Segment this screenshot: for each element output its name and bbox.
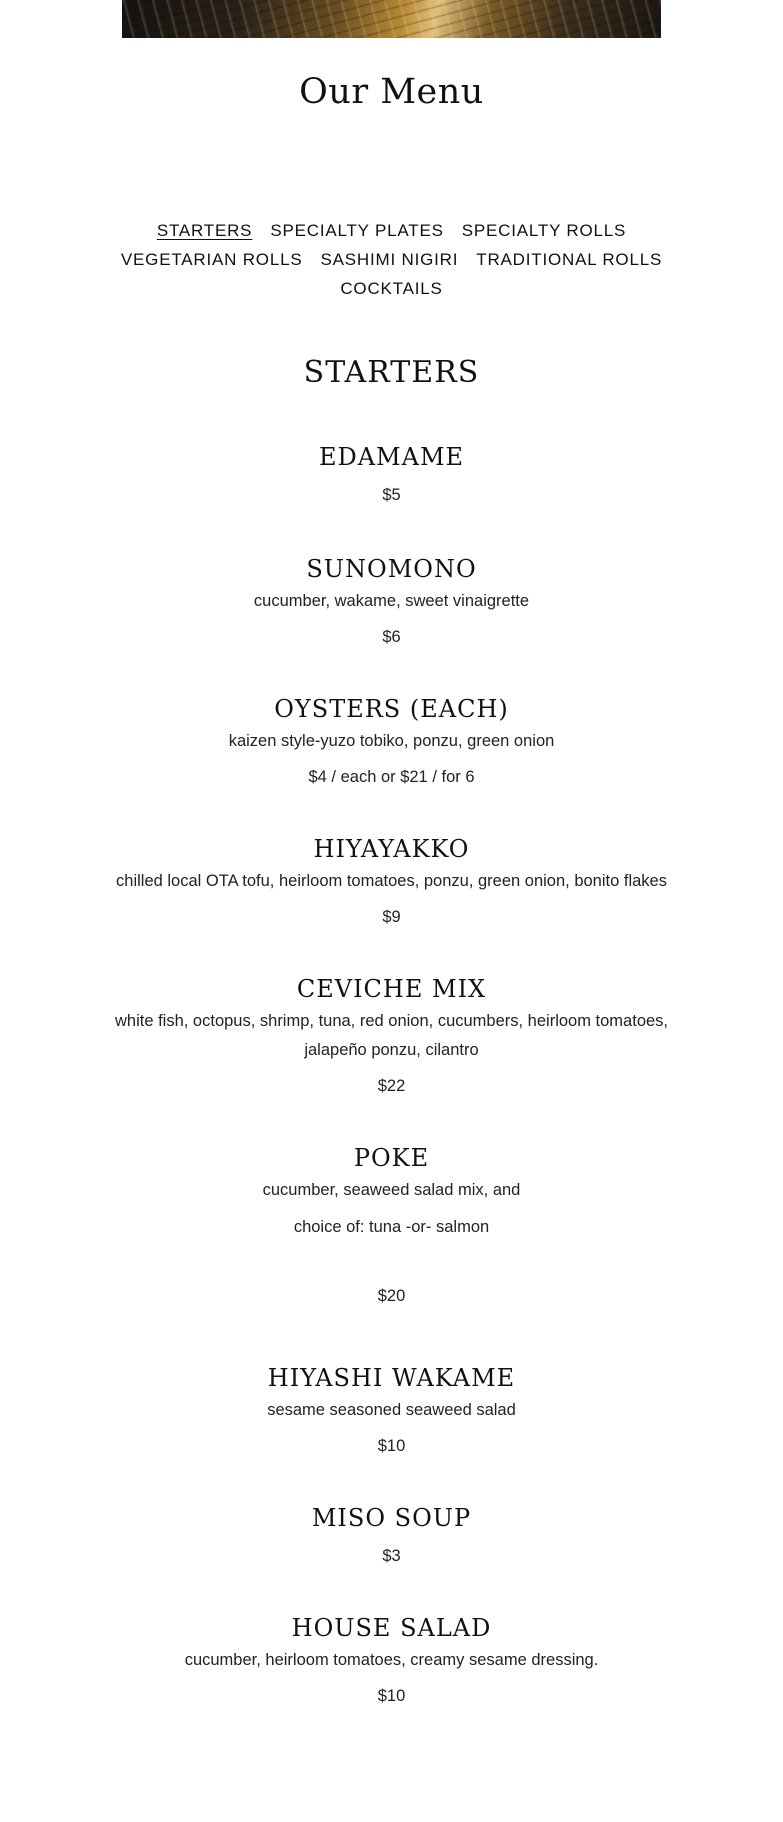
menu-item-name: HIYAYAKKO	[313, 835, 470, 863]
nav-row	[0, 245, 783, 274]
nav-link-starters[interactable]: STARTERS	[156, 221, 253, 240]
menu-item-price: $6	[382, 628, 401, 646]
menu-item-description-line: cucumber, heirloom tomatoes, creamy sesame dressing.	[184, 1651, 599, 1669]
nav-link-sashimi-nigiri[interactable]: SASHIMI NIGIRI	[320, 250, 459, 269]
nav-link-cocktails[interactable]: COCKTAILS	[340, 279, 443, 298]
menu-item-description-line: cucumber, wakame, sweet vinaigrette	[253, 592, 530, 610]
section-title: STARTERS	[303, 355, 480, 390]
menu-item-name: HIYASHI WAKAME	[267, 1364, 516, 1392]
menu-item	[0, 1141, 783, 1311]
hero-image-texture	[122, 0, 661, 38]
nav-link-traditional-rolls[interactable]: TRADITIONAL ROLLS	[476, 250, 663, 269]
menu-item	[0, 832, 783, 932]
menu-item-name: POKE	[353, 1144, 430, 1172]
menu-item-name: CEVICHE MIX	[296, 975, 487, 1003]
nav-link-specialty-rolls[interactable]: SPECIALTY ROLLS	[461, 221, 627, 240]
menu-item-name: EDAMAME	[318, 443, 465, 471]
menu-item-price: $4 / each or $21 / for 6	[308, 768, 475, 786]
menu-item	[0, 440, 783, 510]
menu-item-price: $10	[377, 1687, 406, 1705]
menu-list	[0, 440, 783, 1711]
menu-item-description	[0, 1396, 783, 1425]
menu-item-name: HOUSE SALAD	[291, 1614, 492, 1642]
category-nav	[0, 216, 783, 303]
menu-item-name: OYSTERS (EACH)	[274, 695, 509, 723]
menu-item	[0, 1361, 783, 1461]
menu-item-description-line: chilled local OTA tofu, heirloom tomatoes, ponzu, green onion, bonito flakes	[116, 872, 667, 890]
page-title: Our Menu	[299, 72, 484, 112]
menu-item-price: $20	[377, 1287, 406, 1305]
menu-item-description	[0, 587, 783, 616]
menu-item-price: $5	[382, 486, 401, 504]
menu-item-description	[0, 1646, 783, 1675]
menu-item	[0, 692, 783, 792]
menu-item	[0, 552, 783, 652]
hero-image	[122, 0, 661, 38]
menu-item-description-line: jalapeño ponzu, cilantro	[304, 1041, 479, 1059]
menu-item-name: MISO SOUP	[311, 1504, 472, 1532]
menu-item-description	[0, 867, 783, 896]
menu-item-description	[0, 1007, 783, 1065]
menu-item-description	[0, 727, 783, 756]
menu-item	[0, 1501, 783, 1571]
menu-item-description-line: choice of: tuna -or- salmon	[293, 1218, 490, 1236]
menu-item-description	[0, 1176, 783, 1242]
menu-item-name: SUNOMONO	[306, 555, 477, 583]
nav-link-vegetarian-rolls[interactable]: VEGETARIAN ROLLS	[120, 250, 303, 269]
menu-item-price: $10	[377, 1437, 406, 1455]
menu-item-price: $3	[382, 1547, 401, 1565]
nav-row	[0, 274, 783, 303]
menu-item-description-line: white fish, octopus, shrimp, tuna, red onion, cucumbers, heirloom tomatoes,	[114, 1012, 669, 1030]
menu-item-description-line: kaizen style-yuzo tobiko, ponzu, green onion	[228, 732, 555, 750]
menu-item	[0, 972, 783, 1101]
nav-link-specialty-plates[interactable]: SPECIALTY PLATES	[270, 221, 444, 240]
menu-item-description-line: cucumber, seaweed salad mix, and	[262, 1181, 521, 1199]
menu-item-price: $9	[382, 908, 401, 926]
nav-row	[0, 216, 783, 245]
menu-item-description-line: sesame seasoned seaweed salad	[267, 1401, 516, 1419]
menu-item	[0, 1611, 783, 1711]
menu-item-price: $22	[377, 1077, 406, 1095]
